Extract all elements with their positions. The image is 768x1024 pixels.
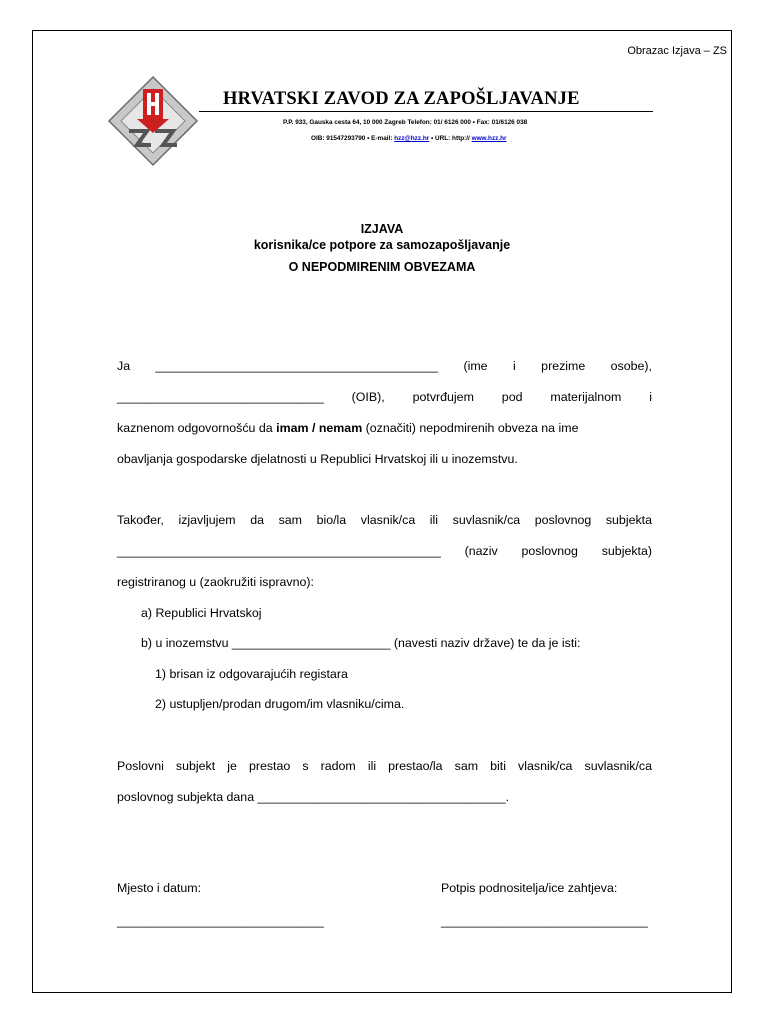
declaration-text-a: kaznenom odgovornošću da <box>117 421 277 435</box>
hzz-logo-icon <box>107 75 199 167</box>
sub-option-1[interactable]: 1) brisan iz odgovarajućih registara <box>155 667 348 681</box>
option-b[interactable]: b) u inozemstvu _______________________ (navesti naziv države) te da je isti: <box>141 636 581 650</box>
paragraph2-line2: _______________________________________________ (naziv poslovnog subjekta) <box>117 544 652 558</box>
document-heading: O NEPODMIRENIM OBVEZAMA <box>288 260 476 274</box>
paragraph3-line1: Poslovni subjekt je prestao s radom ili prestao/la sam biti vlasnik/ca suvlasnik/ca <box>117 759 652 773</box>
option-separator: / <box>308 421 319 435</box>
place-date-label: Mjesto i datum: <box>117 881 202 895</box>
place-date-line[interactable]: ______________________________ <box>117 914 324 928</box>
paragraph3-line2: poslovnog subjekta dana ____________________________________. <box>117 790 510 804</box>
option-nemam[interactable]: nemam <box>318 421 363 435</box>
document-title: IZJAVA <box>360 222 404 236</box>
document-frame <box>32 30 732 993</box>
sub-option-2[interactable]: 2) ustupljen/prodan drugom/im vlasniku/cima. <box>155 697 405 711</box>
contact-url-label: • URL: http:// <box>429 135 472 142</box>
organization-name: HRVATSKI ZAVOD ZA ZAPOŠLJAVANJE <box>223 89 580 109</box>
paragraph1-line4: obavljanja gospodarske djelatnosti u Republici Hrvatskoj ili u inozemstvu. <box>117 452 518 466</box>
declaration-text-b: (označiti) nepodmirenih obveza na ime <box>362 421 579 435</box>
contact-address: P.P. 933, Gauska cesta 64, 10 000 Zagreb Telefon: 01/ 6126 000 • Fax: 01/6126 038 <box>283 119 528 126</box>
contact-oib: OIB: 91547293790 • E-mail: <box>311 135 395 142</box>
option-imam[interactable]: imam <box>276 421 309 435</box>
paragraph1-line2: ______________________________ (OIB), potvrđujem pod materijalnom i <box>117 390 652 404</box>
form-code: Obrazac Izjava – ZS <box>627 45 727 57</box>
signature-label: Potpis podnositelja/ice zahtjeva: <box>441 881 618 895</box>
option-a[interactable]: a) Republici Hrvatskoj <box>141 606 262 620</box>
email-link[interactable]: hzz@hzz.hr <box>394 135 430 142</box>
header-rule <box>199 111 653 112</box>
document-subtitle: korisnika/ce potpore za samozapošljavanje <box>253 238 511 252</box>
paragraph1-line1: Ja _________________________________________ (ime i prezime osobe), <box>117 359 652 373</box>
paragraph2-line3: registriranog u (zaokružiti ispravno): <box>117 575 314 589</box>
paragraph1-line3 <box>117 421 652 435</box>
contact-details <box>311 135 507 142</box>
website-link[interactable]: www.hzz.hr <box>471 135 507 142</box>
signature-line[interactable]: ______________________________ <box>441 914 648 928</box>
paragraph2-line1: Također, izjavljujem da sam bio/la vlasnik/ca ili suvlasnik/ca poslovnog subjekta <box>117 513 652 527</box>
